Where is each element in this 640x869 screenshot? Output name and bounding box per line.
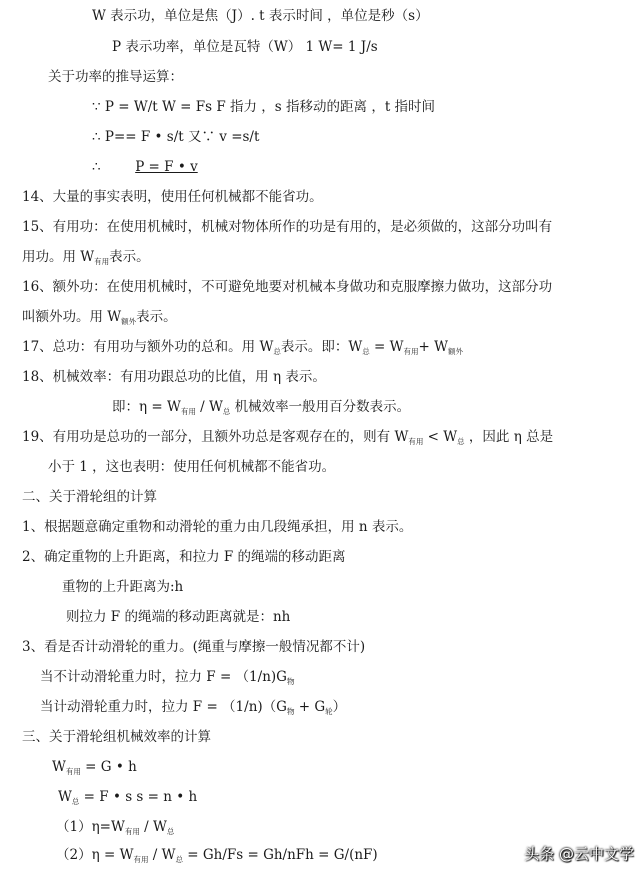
text: = G • h <box>80 759 137 775</box>
power-unit-line: P 表示功率，单位是瓦特（W） 1 W= 1 J/s <box>112 39 378 55</box>
text: = W <box>369 339 404 355</box>
section-2-heading: 二、关于滑轮组的计算 <box>22 489 157 505</box>
derivation-step-3 <box>92 158 198 176</box>
rope-distance: 则拉力 F 的绳端的移动距离就是：nh <box>66 609 291 625</box>
subscript: 总 <box>166 827 175 836</box>
derivation-step-1: ∵ P = W/t W = Fs F 指力 ，s 指移动的距离 ，t 指时间 <box>92 99 436 115</box>
item-19 <box>22 428 553 451</box>
efficiency-formula-2 <box>56 846 378 869</box>
efficiency-formula-1 <box>56 818 174 841</box>
item-16-cont <box>22 308 177 331</box>
force-without-pulley <box>40 668 294 691</box>
text: 机械效率一般用百分数表示。 <box>230 399 411 415</box>
text: < W <box>423 429 458 445</box>
therefore-symbol: ∴ <box>92 159 101 175</box>
efficiency-formula <box>112 398 410 421</box>
text: 表示。 <box>136 309 177 325</box>
subscript: 有用 <box>133 855 149 864</box>
power-formula: P = F • v <box>135 159 198 175</box>
subscript: 总 <box>222 407 231 416</box>
subscript: 有用 <box>124 827 140 836</box>
subscript: 总 <box>362 347 370 356</box>
subscript: 轮 <box>325 707 333 716</box>
subscript: 总 <box>71 797 80 806</box>
text: / W <box>148 847 176 863</box>
text: ） <box>332 699 347 715</box>
subscript: 物 <box>286 707 295 716</box>
subscript: 有用 <box>94 257 110 266</box>
text: W <box>52 759 66 775</box>
text: / W <box>195 399 223 415</box>
text: / W <box>139 819 167 835</box>
item-19-cont: 小于 1 ，这也表明：使用任何机械都不能省功。 <box>48 459 336 475</box>
derivation-step-2: ∴ P== F • s/t 又∵ v =s/t <box>92 129 260 145</box>
item-15-cont <box>22 248 150 271</box>
subscript: 总 <box>273 347 281 356</box>
item-14: 14、大量的事实表明，使用任何机械都不能省功。 <box>22 189 323 205</box>
item-15: 15、有用功：在使用机械时，机械对物体所作的功是有用的，是必须做的，这部分功叫有 <box>22 219 553 235</box>
subscript: 总 <box>457 437 465 446</box>
lift-distance: 重物的上升距离为:h <box>62 579 184 595</box>
pulley-step-3: 3、看是否计动滑轮的重力。(绳重与摩擦一般情况都不计) <box>22 639 366 655</box>
subscript: 额外 <box>121 317 137 326</box>
subscript: 有用 <box>408 437 424 446</box>
work-unit-line: W 表示功，单位是焦（J）. t 表示时间 ，单位是秒（s） <box>92 8 429 24</box>
item-18: 18、机械效率：有用功跟总功的比值，用 η 表示。 <box>22 369 326 385</box>
text: + G <box>294 699 326 715</box>
text: = F • s s = n • h <box>79 789 198 805</box>
force-with-pulley <box>40 698 346 721</box>
text: W <box>58 789 72 805</box>
text: 即：η = W <box>112 399 181 415</box>
text: 19、有用功是总功的一部分，且额外功总是客观存在的，则有 W <box>22 429 409 445</box>
total-work-formula <box>58 788 197 811</box>
text: 用功。用 W <box>22 249 95 265</box>
subscript: 有用 <box>65 767 81 776</box>
text: 叫额外功。用 W <box>22 309 122 325</box>
pulley-step-1: 1、根据题意确定重物和动滑轮的重力由几段绳承担，用 n 表示。 <box>22 519 413 535</box>
text: 表示。即：W <box>280 339 363 355</box>
subscript: 总 <box>175 855 183 864</box>
subscript: 额外 <box>448 347 464 356</box>
text: + W <box>418 339 449 355</box>
pulley-step-2: 2、确定重物的上升距离，和拉力 F 的绳端的移动距离 <box>22 549 346 565</box>
text: 当计动滑轮重力时，拉力 F = （1/n)（G <box>40 699 287 715</box>
text: ，因此 η 总是 <box>464 429 554 445</box>
text: 表示。 <box>109 249 150 265</box>
text: 17、总功：有用功与额外功的总和。用 W <box>22 339 274 355</box>
text: 当不计动滑轮重力时，拉力 F = （1/n)G <box>40 669 287 685</box>
subscript: 有用 <box>403 347 419 356</box>
item-17 <box>22 338 463 361</box>
text: （1）η=W <box>56 819 125 835</box>
watermark: 头条 @云中文学 <box>524 845 634 863</box>
subscript: 物 <box>286 677 295 686</box>
text: （2）η = W <box>56 847 134 863</box>
item-16: 16、额外功：在使用机械时，不可避免地要对机械本身做功和克服摩擦力做功，这部分功 <box>22 279 553 295</box>
section-3-heading: 三、关于滑轮组机械效率的计算 <box>22 729 211 745</box>
subscript: 有用 <box>180 407 196 416</box>
text: = Gh/Fs = Gh/nFh = G/(nF) <box>182 847 378 863</box>
useful-work-formula <box>52 758 137 781</box>
power-derivation-heading: 关于功率的推导运算： <box>48 69 183 85</box>
